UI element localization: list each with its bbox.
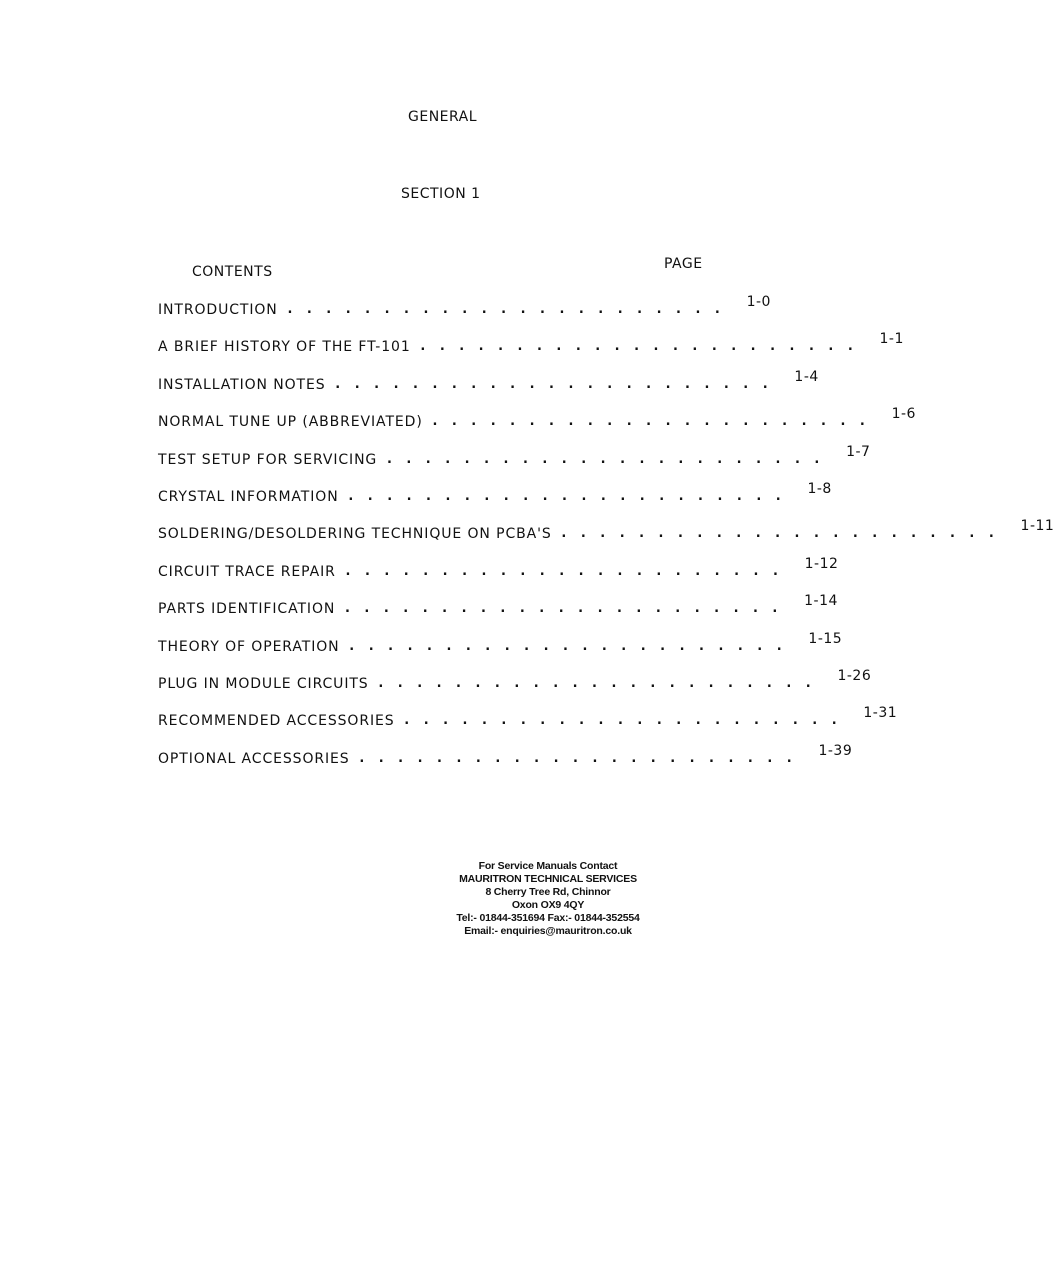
toc-leader-dots: ....................... xyxy=(285,301,733,317)
contact-heading: For Service Manuals Contact xyxy=(478,860,618,872)
toc-entry-title: INTRODUCTION xyxy=(158,302,278,318)
toc-row-plug-in-module-circuits xyxy=(158,667,872,705)
toc-entry-page: 1-1 xyxy=(879,331,904,348)
toc-row-optional-accessories xyxy=(158,742,853,780)
toc-entry-page: 1-11 xyxy=(1020,518,1054,535)
toc-entry-page: 1-26 xyxy=(837,667,872,684)
toc-row-parts-identification xyxy=(158,593,838,630)
toc-entry-title: THEORY OF OPERATION xyxy=(158,638,340,655)
page-column-label: PAGE xyxy=(664,256,703,272)
toc-leader-dots: ....................... xyxy=(559,525,1007,542)
toc-leader-dots: ....................... xyxy=(357,749,805,766)
contents-label: CONTENTS xyxy=(192,264,273,280)
toc-leader-dots: ....................... xyxy=(343,600,791,617)
toc-leader-dots: ....................... xyxy=(402,712,850,729)
toc-leader-dots: ....................... xyxy=(385,450,833,467)
toc-leader-dots: ....................... xyxy=(376,674,824,691)
toc-row-brief-history xyxy=(158,331,904,368)
toc-entry-title: OPTIONAL ACCESSORIES xyxy=(158,750,350,767)
toc-leader-dots: ....................... xyxy=(347,637,795,654)
toc-entry-page: 1-6 xyxy=(891,406,916,423)
toc-entry-page: 1-39 xyxy=(818,742,853,759)
toc-row-normal-tune-up xyxy=(158,406,916,443)
toc-entry-title: CIRCUIT TRACE REPAIR xyxy=(158,563,336,580)
toc-entry-page: 1-7 xyxy=(846,443,871,460)
contact-street: 8 Cherry Tree Rd, Chinnor xyxy=(485,886,611,898)
toc-entry-page: 1-8 xyxy=(807,480,832,497)
toc-row-theory-of-operation xyxy=(158,630,843,668)
toc-entry-page: 1-4 xyxy=(794,368,819,385)
toc-entry-title: TEST SETUP FOR SERVICING xyxy=(158,451,378,468)
toc-leader-dots: ....................... xyxy=(430,413,878,430)
toc-leader-dots: ....................... xyxy=(418,338,866,355)
toc-entry-page: 1-15 xyxy=(808,630,843,647)
toc-row-test-setup xyxy=(158,443,871,481)
toc-leader-dots: ....................... xyxy=(343,562,791,579)
toc-row-circuit-trace-repair xyxy=(158,555,839,593)
toc-entry-page: 1-14 xyxy=(804,593,838,610)
contact-company: MAURITRON TECHNICAL SERVICES xyxy=(459,873,637,885)
toc-row-installation-notes xyxy=(158,368,819,406)
toc-row-crystal-information xyxy=(158,480,832,518)
table-of-contents xyxy=(158,294,1054,780)
toc-row-soldering xyxy=(158,518,1054,555)
toc-row-introduction xyxy=(158,294,771,331)
toc-entry-title: A BRIEF HISTORY OF THE FT-101 xyxy=(158,339,411,356)
service-contact-stamp xyxy=(448,860,648,938)
toc-entry-title: SOLDERING/DESOLDERING TECHNIQUE ON PCBA'S xyxy=(158,526,552,543)
toc-entry-title: PLUG IN MODULE CIRCUITS xyxy=(158,675,369,692)
toc-entry-title: NORMAL TUNE UP (ABBREVIATED) xyxy=(158,414,423,431)
page-title: GENERAL xyxy=(408,109,478,125)
toc-entry-page: 1-31 xyxy=(863,705,898,722)
toc-leader-dots: ....................... xyxy=(333,375,781,392)
contact-phone-fax: Tel:- 01844-351694 Fax:- 01844-352554 xyxy=(456,912,640,924)
contact-town: Oxon OX9 4QY xyxy=(511,899,585,911)
toc-entry-title: CRYSTAL INFORMATION xyxy=(158,488,339,505)
toc-entry-title: RECOMMENDED ACCESSORIES xyxy=(158,713,395,730)
toc-entry-title: INSTALLATION NOTES xyxy=(158,376,326,393)
toc-leader-dots: ....................... xyxy=(346,487,794,504)
toc-entry-page: 1-0 xyxy=(746,294,771,310)
toc-entry-title: PARTS IDENTIFICATION xyxy=(158,601,336,618)
toc-entry-page: 1-12 xyxy=(804,555,839,572)
section-heading: SECTION 1 xyxy=(401,186,481,202)
toc-row-recommended-accessories xyxy=(158,705,898,742)
contact-email: Email:- enquiries@mauritron.co.uk xyxy=(464,925,632,937)
